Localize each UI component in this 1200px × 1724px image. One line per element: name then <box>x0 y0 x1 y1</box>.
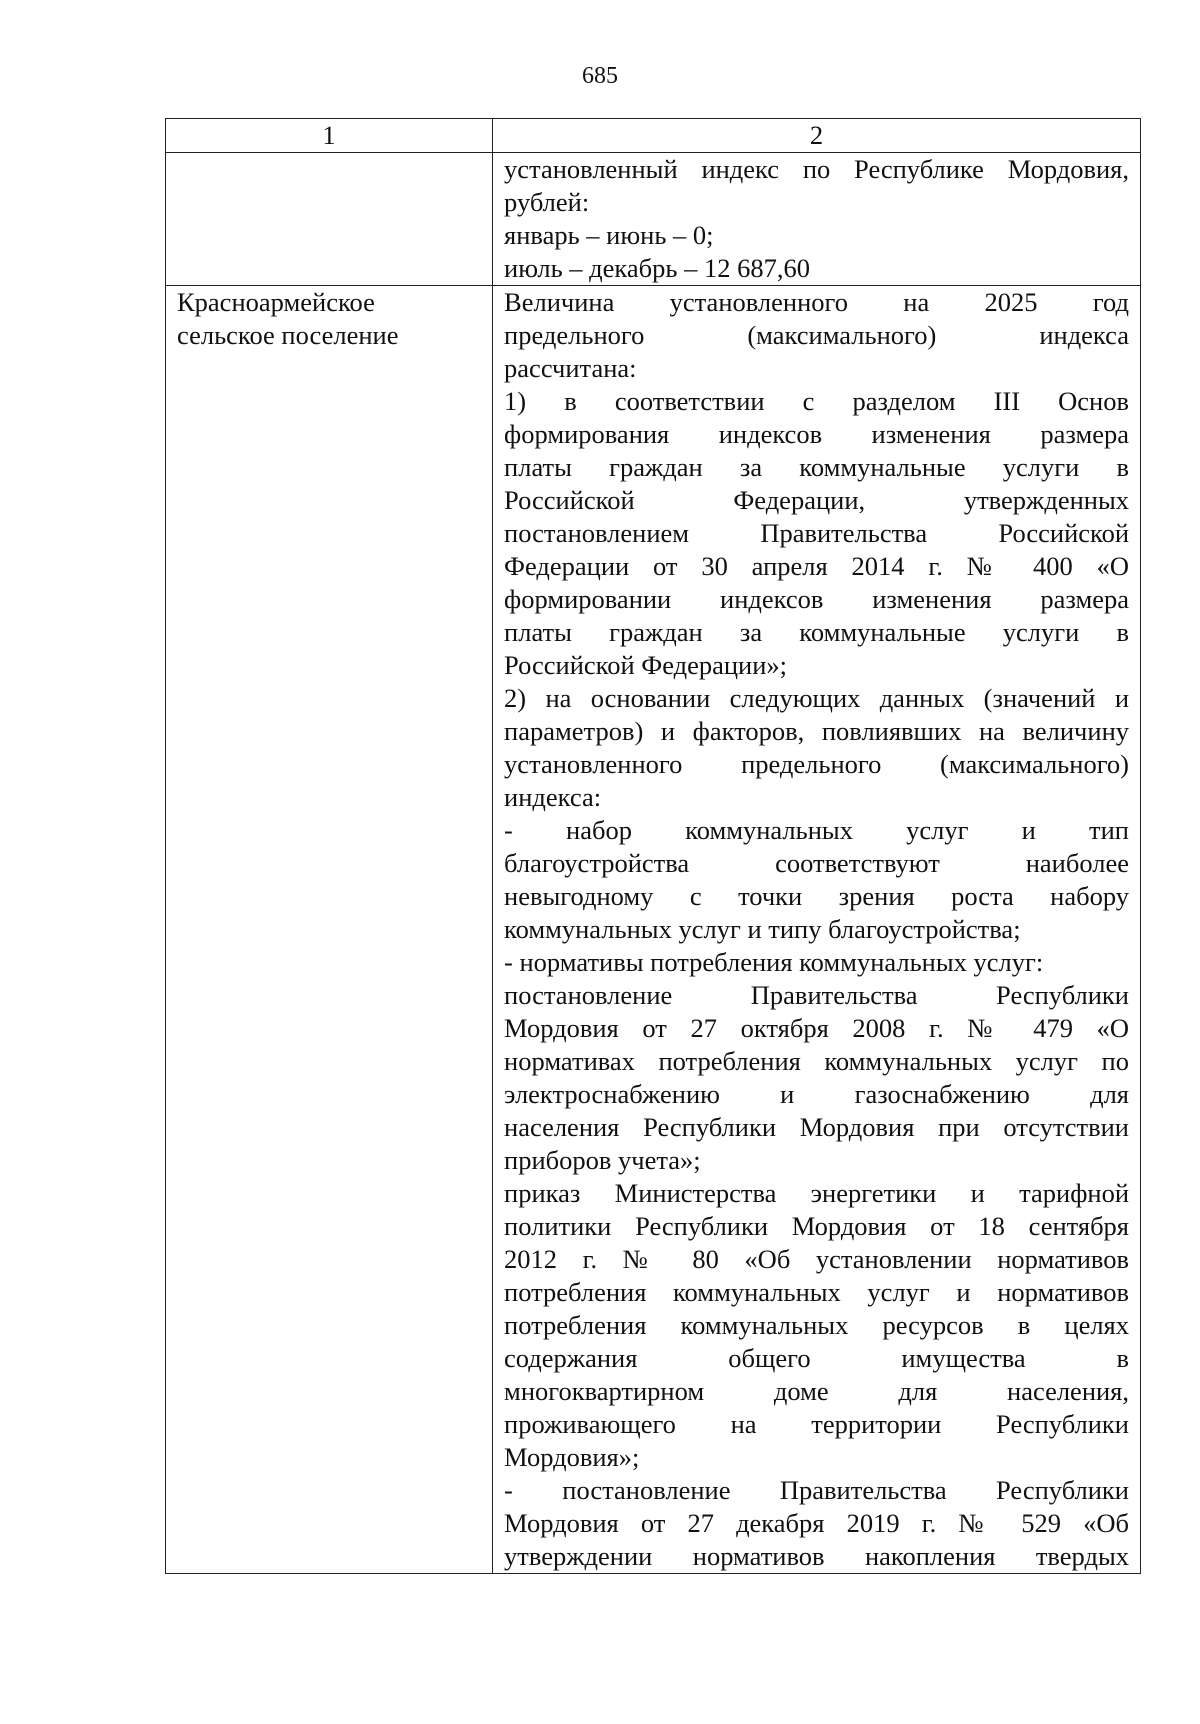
description-line: Российской Федерации»; <box>504 650 788 680</box>
row1-line: июль – декабрь – 12 687,60 <box>504 253 810 283</box>
description-line: коммунальных услуг и типу благоустройства; <box>504 914 1021 944</box>
description-line: Мордовия от 27 октября 2008 г. № 479 «О <box>504 1013 1129 1043</box>
description-line: Мордовия»; <box>504 1442 640 1472</box>
description-line: приборов учета»; <box>504 1145 701 1175</box>
table-row <box>166 286 1141 1574</box>
index-description-cell <box>493 286 1141 1574</box>
page-number: 685 <box>582 63 618 89</box>
description-line: невыгодному с точки зрения роста набору <box>504 881 1129 911</box>
description-line: Федерации от 30 апреля 2014 г. № 400 «О <box>504 551 1129 581</box>
settlement-name-cell <box>166 286 493 1574</box>
description-line: платы граждан за коммунальные услуги в <box>504 452 1129 482</box>
description-line: предельного (максимального) индекса <box>504 320 1129 350</box>
description-line: формирования индексов изменения размера <box>504 419 1129 449</box>
column-header-2: 2 <box>493 119 1141 153</box>
description-line: благоустройства соответствуют наиболее <box>504 848 1129 878</box>
settlement-name-line: Красноармейское <box>177 287 375 317</box>
description-line: потребления коммунальных ресурсов в целях <box>504 1310 1129 1340</box>
description-line: населения Республики Мордовия при отсутствии <box>504 1112 1129 1142</box>
row1-col1-cell <box>166 153 493 286</box>
table-row <box>166 153 1141 286</box>
description-line: 2012 г. № 80 «Об установлении нормативов <box>504 1244 1129 1274</box>
description-line: содержания общего имущества в <box>504 1343 1129 1373</box>
row1-line: установленный индекс по Республике Мордовия, <box>504 154 1129 184</box>
row1-line: январь – июнь – 0; <box>504 220 714 250</box>
description-line: установленного предельного (максимального) <box>504 749 1129 779</box>
description-line: - постановление Правительства Республики <box>504 1475 1129 1505</box>
row1-line: рублей: <box>504 187 590 217</box>
description-line: - набор коммунальных услуг и тип <box>504 815 1129 845</box>
description-line: постановление Правительства Республики <box>504 980 1129 1010</box>
description-line: Российской Федерации, утвержденных <box>504 485 1129 515</box>
description-line: формировании индексов изменения размера <box>504 584 1129 614</box>
column-header-1: 1 <box>166 119 493 153</box>
description-line: рассчитана: <box>504 353 637 383</box>
description-line: Величина установленного на 2025 год <box>504 287 1129 317</box>
description-line: индекса: <box>504 782 602 812</box>
description-line: - нормативы потребления коммунальных услуг: <box>504 947 1044 977</box>
description-line: политики Республики Мордовия от 18 сентября <box>504 1211 1129 1241</box>
description-line: электроснабжению и газоснабжению для <box>504 1079 1129 1109</box>
description-line: проживающего на территории Республики <box>504 1409 1129 1439</box>
description-line: нормативах потребления коммунальных услуг по <box>504 1046 1129 1076</box>
description-line: утверждении нормативов накопления твердых <box>504 1541 1129 1571</box>
description-line: платы граждан за коммунальные услуги в <box>504 617 1129 647</box>
description-line: потребления коммунальных услуг и нормативов <box>504 1277 1129 1307</box>
settlement-name-line: сельское поселение <box>177 320 399 350</box>
description-line: 1) в соответствии с разделом III Основ <box>504 386 1129 416</box>
description-line: постановлением Правительства Российской <box>504 518 1129 548</box>
table-header-row <box>166 119 1141 153</box>
description-line: 2) на основании следующих данных (значений и <box>504 683 1129 713</box>
row1-col2-cell <box>493 153 1141 286</box>
document-table <box>165 118 1141 1574</box>
description-line: приказ Министерства энергетики и тарифной <box>504 1178 1129 1208</box>
description-line: Мордовия от 27 декабря 2019 г. № 529 «Об <box>504 1508 1129 1538</box>
description-line: многоквартирном доме для населения, <box>504 1376 1129 1406</box>
description-line: параметров) и факторов, повлиявших на величину <box>504 716 1129 746</box>
